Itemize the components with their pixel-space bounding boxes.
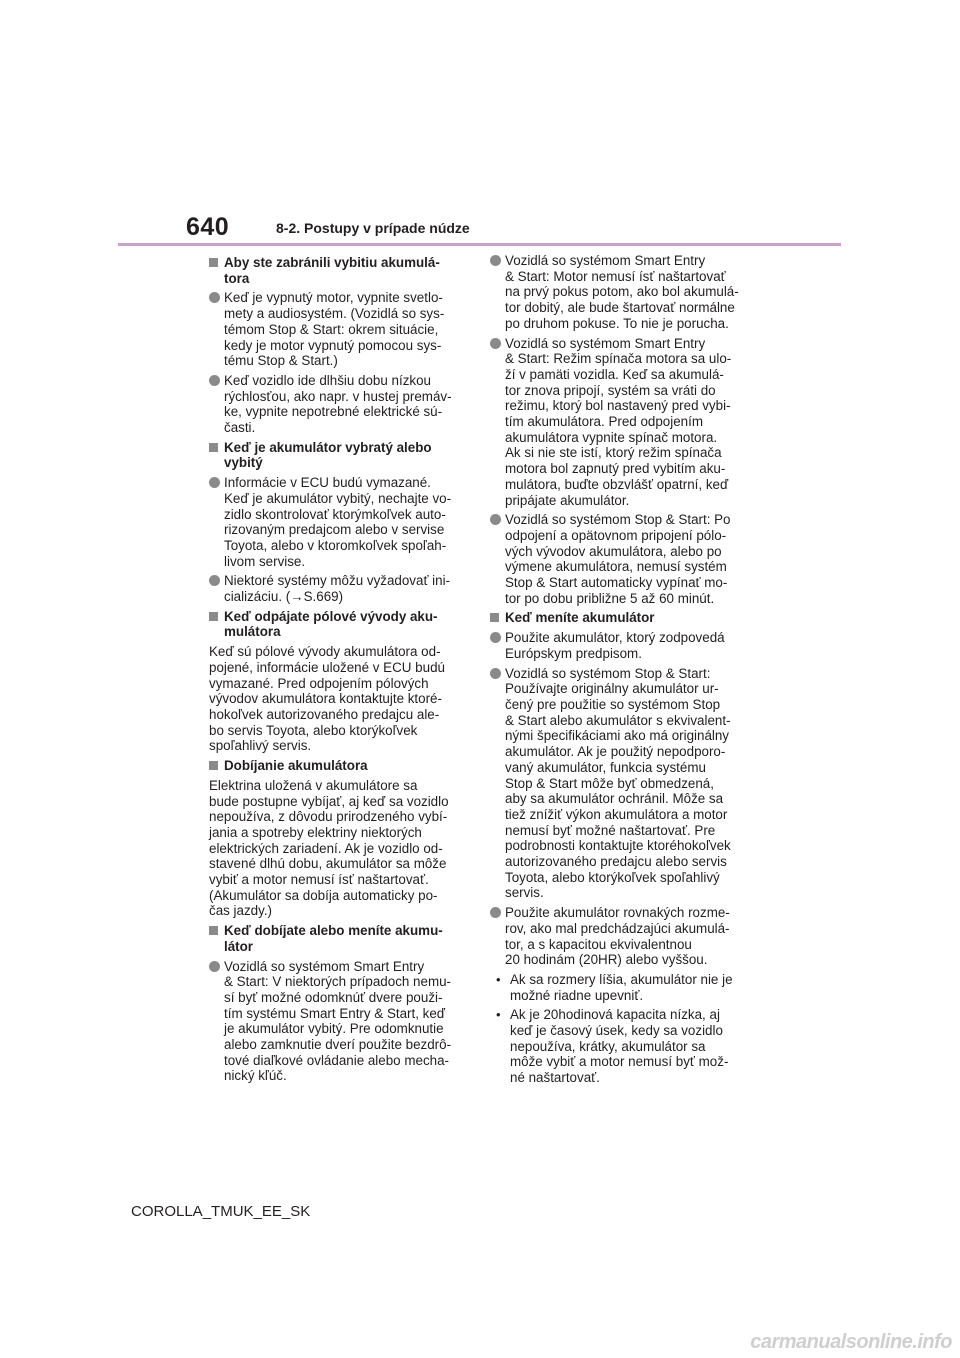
subsection-heading [490,610,752,626]
paragraph-text: Vozidlá so systémom Stop & Start: Používajte originálny akumulátor ur- čený pre použitie so systémom Stop & Start alebo akumulátor s ekvivalent- nými špecifikáciami ako má originálny akumulátor. Ak je použitý nepodporo- vaný akumulátor, funkcia systému Stop & Start môže byť obmedzená, aby sa akumulátor ochránil. Môže sa tiež znížiť výkon akumulátora a motor nemusí byť možné naštartovať. Pre podrobnosti kontaktujte ktoréhokoľvek autorizovaného predajcu alebo servis Toyota, alebo ktorýkoľvek spoľahlivý servis. [505,665,731,901]
circle-bullet-icon [209,375,220,386]
subsection-heading [209,609,467,640]
bullet-item [209,373,467,436]
subsection-heading [209,923,467,954]
bullet-item [490,666,752,902]
paragraph-text: Ak je 20hodinová kapacita nízka, aj keď je časový úsek, kedy sa vozidlo nepoužíva, krátky, akumulátor sa môže vybiť a motor nemusí byť mož- né naštartovať. [510,1007,729,1086]
square-bullet-icon [490,613,499,622]
circle-bullet-icon [209,477,220,488]
paragraph-text: Použite akumulátor rovnakých rozme- rov, ako mal predchádzajúci akumulá- tor, a s kapacitou ekvivalentnou 20 hodinám (20HR) alebo vyššou. [505,905,730,968]
circle-bullet-icon [490,668,501,679]
circle-bullet-icon [490,255,501,266]
body-paragraph [209,644,467,754]
dot-bullet-icon: • [496,971,501,987]
paragraph-text: Keď je akumulátor vybratý alebo vybitý [224,439,432,471]
subsection-heading [209,440,467,471]
bullet-item [209,475,467,569]
paragraph-text: Keď je vypnutý motor, vypnite svetlo- mety a audiosystém. (Vozidlá so sys- témom Stop & Start: okrem situácie, kedy je motor vypnutý pomocou sys- tému Stop & Start.) [224,290,445,369]
page-number: 640 [186,213,230,241]
circle-bullet-icon [490,514,501,525]
paragraph-text: Keď odpájate pólové vývody aku- mulátora [224,608,438,640]
square-bullet-icon [209,612,218,621]
subsection-heading [209,758,467,774]
dot-bullet-icon: • [496,1007,501,1023]
bullet-item [490,512,752,606]
bullet-item [209,959,467,1085]
bullet-item [490,630,752,661]
circle-bullet-icon [490,907,501,918]
paragraph-text: Keď meníte akumulátor [505,610,655,626]
body-paragraph [209,778,467,919]
paragraph-text: Ak sa rozmery líšia, akumulátor nie je možné riadne upevniť. [510,971,733,1003]
bullet-item [490,253,752,332]
header-rule [118,243,841,246]
bullet-item [490,336,752,509]
paragraph-text: Informácie v ECU budú vymazané. Keď je akumulátor vybitý, nechajte vo- zidlo skontrolovať ktorýmkoľvek auto- rizovaným predajcom alebo v servise Toyota, alebo v ktoromkoľvek spoľah- livom servise. [224,475,452,569]
footer-manual-code: COROLLA_TMUK_EE_SK [131,1203,311,1220]
circle-bullet-icon [490,632,501,643]
right-column [490,253,752,1090]
paragraph-text: Elektrina uložená v akumulátore sa bude postupne vybíjať, aj keď sa vozidlo nepoužíva, z dôvodu prirodzeného vybí- jania a spotreby elektriny niektorých elektrických zariadení. Ak je vozidlo od- stavené dlhú dobu, akumulátor sa môže vybiť a motor nemusí ísť naštartovať. (Akumulátor sa dobíja automaticky po- čas jazdy.) [209,777,449,919]
paragraph-text: Vozidlá so systémom Smart Entry & Start: V niektorých prípadoch nemu- sí byť možné odomknúť dvere použi- tím systému Smart Entry & Start, keď je akumulátor vybitý. Pre odomknutie alebo zamknutie dverí použite bezdrô- tové diaľkové ovládanie alebo mecha- nický kľúč. [224,958,452,1084]
bullet-item [490,972,752,1003]
circle-bullet-icon [209,961,220,972]
circle-bullet-icon [209,292,220,303]
paragraph-text: Keď sú pólové vývody akumulátora od- pojené, informácie uložené v ECU budú vymazané. Pred odpojením pólových vývodov akumulátora kontaktujte ktoré- hokoľvek autorizovaného predajcu ale- bo servis Toyota, alebo ktorýkoľvek spoľahlivý servis. [209,644,445,754]
paragraph-text: Vozidlá so systémom Smart Entry & Start: Motor nemusí ísť naštartovať na prvý pokus potom, ako bol akumulá- tor dobitý, ale bude štartovať normálne po druhom pokuse. To nie je porucha. [505,253,739,331]
paragraph-text: Vozidlá so systémom Stop & Start: Po odpojení a opätovnom pripojení pólo- vých vývodov akumulátora, alebo po výmene akumulátora, nemusí systém Stop & Start automaticky vypínať mo- tor po dobu približne 5 až 60 minút. [505,512,731,606]
bullet-item [490,1007,752,1086]
subsection-heading [209,255,467,286]
section-title: 8-2. Postupy v prípade núdze [276,220,470,236]
bullet-item [209,573,467,604]
square-bullet-icon [209,258,218,267]
square-bullet-icon [209,761,218,770]
paragraph-text: Keď dobíjate alebo meníte akumu- látor [224,923,443,954]
square-bullet-icon [209,926,218,935]
bullet-item [209,290,467,369]
circle-bullet-icon [490,338,501,349]
circle-bullet-icon [209,575,220,586]
bullet-item [490,905,752,968]
paragraph-text: Vozidlá so systémom Smart Entry & Start: Režim spínača motora sa ulo- ží v pamäti vozidla. Keď sa akumulá- tor znova pripojí, systém sa vráti do režimu, ktorý bol nastavený pred vybi- tím akumulátora. Pred odpojením akumulátora vypnite spínač motora. Ak si nie ste istí, ktorý režim spínača motora bol zapnutý pred vybitím aku- mulátora, buďte obzvlášť opatrní, keď pripájate akumulátor. [505,335,732,508]
paragraph-text: Dobíjanie akumulátora [224,758,368,774]
square-bullet-icon [209,443,218,452]
paragraph-text: Keď vozidlo ide dlhšiu dobu nízkou rýchlosťou, ako napr. v hustej premáv- ke, vypnite nepotrebné elektrické sú- časti. [224,372,452,436]
left-column [209,253,467,1088]
paragraph-text: Aby ste zabránili vybitiu akumulá- tora [224,255,440,286]
paragraph-text: Použite akumulátor, ktorý zodpovedá Európskym predpisom. [505,630,725,661]
watermark: carmanualsonline.info [750,1331,952,1353]
paragraph-text: Niektoré systémy môžu vyžadovať ini- cializáciu. (→S.669) [224,573,451,605]
